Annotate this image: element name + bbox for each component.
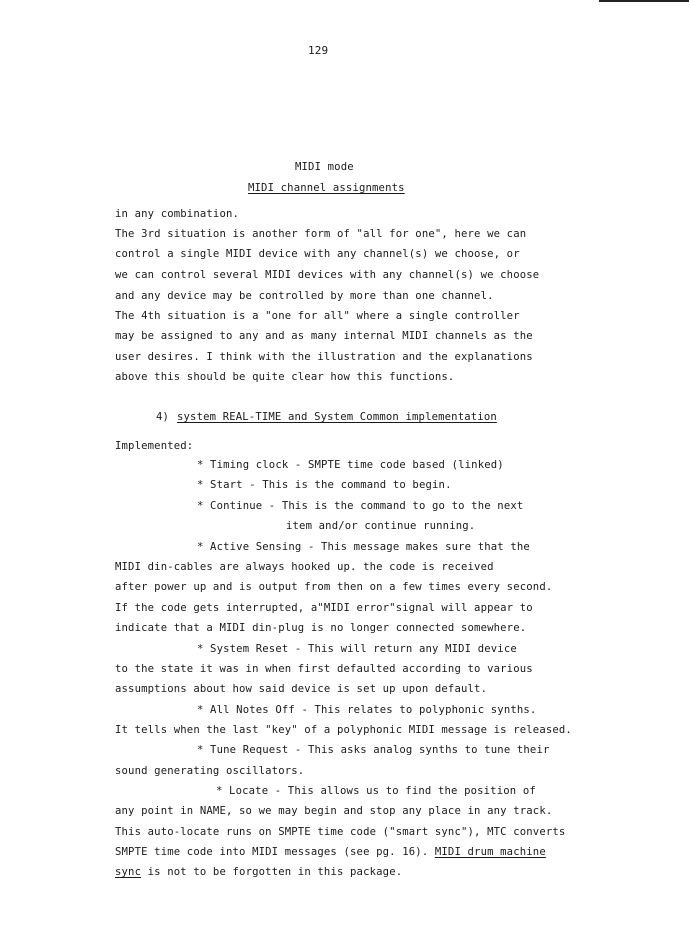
paragraph-line: in any combination. bbox=[115, 208, 240, 220]
item-continue-cont: item and/or continue running. bbox=[286, 520, 476, 532]
paragraph-line: The 3rd situation is another form of "all for one", here we can bbox=[115, 228, 527, 240]
paragraph-line: above this should be quite clear how this functions. bbox=[115, 371, 455, 383]
item-locate-line bbox=[115, 865, 402, 879]
item-system-reset: * System Reset - This will return any MIDI device bbox=[197, 643, 517, 655]
section-number: 4) bbox=[156, 411, 170, 423]
item-system-reset-line: assumptions about how said device is set up upon default. bbox=[115, 683, 488, 695]
midi-drum-sync-reference: MIDI drum machine bbox=[434, 846, 546, 858]
page-number: 129 bbox=[308, 44, 329, 57]
item-locate: * Locate - This allows us to find the position of bbox=[216, 785, 536, 797]
locate-line-text: is not to be forgotten in this package. bbox=[147, 866, 403, 878]
item-locate-line: any point in NAME, so we may begin and stop any place in any track. bbox=[115, 805, 553, 817]
item-active-sensing-line: If the code gets interrupted, a"MIDI error"signal will appear to bbox=[115, 602, 533, 614]
item-active-sensing-line: MIDI din-cables are always hooked up. the code is received bbox=[115, 561, 494, 573]
paragraph-line: user desires. I think with the illustration and the explanations bbox=[115, 351, 533, 363]
paragraph-line: and any device may be controlled by more than one channel. bbox=[115, 290, 494, 302]
item-active-sensing-line: indicate that a MIDI din-plug is no longer connected somewhere. bbox=[115, 622, 527, 634]
header-subtitle: MIDI channel assignments bbox=[248, 182, 405, 194]
scan-edge-mark bbox=[599, 0, 689, 2]
item-all-notes-off: * All Notes Off - This relates to polyphonic synths. bbox=[197, 704, 537, 716]
item-locate-line bbox=[115, 845, 546, 859]
section-heading: system REAL-TIME and System Common implementation bbox=[177, 411, 497, 423]
paragraph-line: The 4th situation is a "one for all" where a single controller bbox=[115, 310, 520, 322]
item-tune-request-line: sound generating oscillators. bbox=[115, 765, 305, 777]
locate-line-text: SMPTE time code into MIDI messages (see pg. 16). bbox=[115, 846, 429, 858]
item-start: * Start - This is the command to begin. bbox=[197, 479, 452, 491]
item-all-notes-off-line: It tells when the last "key" of a polyphonic MIDI message is released. bbox=[115, 724, 572, 736]
paragraph-line: control a single MIDI device with any channel(s) we choose, or bbox=[115, 248, 520, 260]
implemented-label: Implemented: bbox=[115, 440, 194, 452]
item-timing-clock: * Timing clock - SMPTE time code based (linked) bbox=[197, 459, 504, 471]
item-continue: * Continue - This is the command to go to the next bbox=[197, 500, 524, 512]
sync-reference: sync bbox=[115, 866, 142, 878]
item-active-sensing: * Active Sensing - This message makes sure that the bbox=[197, 541, 530, 553]
header-title: MIDI mode bbox=[295, 161, 354, 173]
item-system-reset-line: to the state it was in when first defaulted according to various bbox=[115, 663, 533, 675]
paragraph-line: may be assigned to any and as many internal MIDI channels as the bbox=[115, 330, 533, 342]
item-tune-request: * Tune Request - This asks analog synths to tune their bbox=[197, 744, 550, 756]
paragraph-line: we can control several MIDI devices with any channel(s) we choose bbox=[115, 269, 540, 281]
item-active-sensing-line: after power up and is output from then on a few times every second. bbox=[115, 581, 553, 593]
item-locate-line: This auto-locate runs on SMPTE time code ("smart sync"), MTC converts bbox=[115, 826, 566, 838]
